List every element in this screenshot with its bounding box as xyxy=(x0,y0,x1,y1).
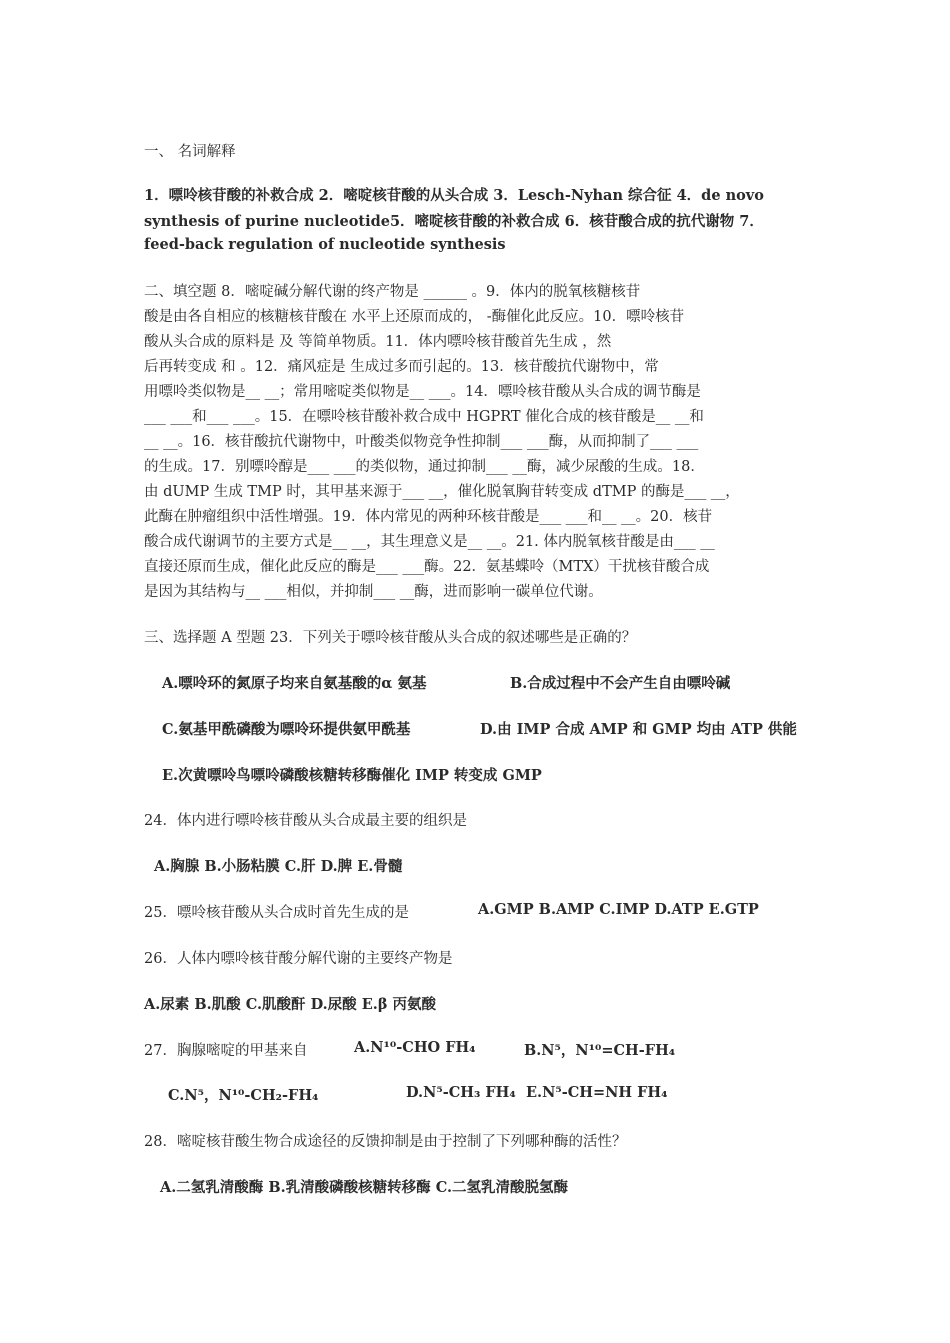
definitions-line-3: feed-back regulation of nucleotide synthesis xyxy=(144,236,506,253)
question-28: 28．嘧啶核苷酸生物合成途径的反馈抑制是由于控制了下列哪种酶的活性？ xyxy=(144,1134,627,1150)
q28-options: A.二氢乳清酸酶 B.乳清酸磷酸核糖转移酶 C.二氢乳清酸脱氢酶 xyxy=(160,1179,569,1196)
fill-blank-line: 酸是由各自相应的核糖核苷酸在 水平上还原而成的， -酶催化此反应。10．嘌呤核苷 xyxy=(144,309,685,325)
fill-blank-line: 用嘌呤类似物是__ __；常用嘧啶类似物是__ ___。14．嘌呤核苷酸从头合成的调节酶是 xyxy=(144,384,701,400)
fill-blank-line: 酸从头合成的原料是 及 等简单物质。11．体内嘌呤核苷酸首先生成 ，然 xyxy=(144,334,612,350)
q23-option-c: C.氨基甲酰磷酸为嘌呤环提供氨甲酰基 xyxy=(162,721,411,738)
q24-options: A.胸腺 B.小肠粘膜 C.肝 D.脾 E.骨髓 xyxy=(154,858,403,875)
q27-option-b: B.N⁵，N¹⁰=CH-FH₄ xyxy=(524,1042,676,1059)
question-23: 三、选择题 A 型题 23．下列关于嘌呤核苷酸从头合成的叙述哪些是正确的？ xyxy=(144,630,637,646)
fill-blank-line: 的生成。17．别嘌呤醇是___ ___的类似物，通过抑制___ __酶，减少尿酸的生成。18． xyxy=(144,459,705,475)
question-25: 25．嘌呤核苷酸从头合成时首先生成的是 xyxy=(144,905,409,921)
fill-blank-line: 由 dUMP 生成 TMP 时，其甲基来源于___ __，催化脱氧胸苷转变成 dTMP 的酶是___ __， xyxy=(144,484,740,500)
question-26: 26．人体内嘌呤核苷酸分解代谢的主要终产物是 xyxy=(144,951,453,967)
fill-blank-line: 后再转变成 和 。12．痛风症是 生成过多而引起的。13．核苷酸抗代谢物中，常 xyxy=(144,359,659,375)
question-27: 27．胸腺嘧啶的甲基来自 xyxy=(144,1043,308,1059)
section-heading-definitions: 一、 名词解释 xyxy=(144,144,236,160)
q27-option-e: E.N⁵-CH=NH FH₄ xyxy=(526,1084,668,1101)
q23-option-a: A.嘌呤环的氮原子均来自氨基酸的α 氨基 xyxy=(162,675,427,692)
fill-blank-line: 酸合成代谢调节的主要方式是__ __，其生理意义是__ __。21. 体内脱氧核苷酸是由___ __ xyxy=(144,534,715,550)
fill-blank-line: 二、填空题 8．嘧啶碱分解代谢的终产物是 ______ 。9．体内的脱氧核糖核苷 xyxy=(144,284,641,300)
fill-blank-line: ___ ___和___ ___。15．在嘌呤核苷酸补救合成中 HGPRT 催化合成的核苷酸是__ __和 xyxy=(144,409,704,425)
definitions-line-2: synthesis of purine nucleotide5．嘧啶核苷酸的补救合成 6．核苷酸合成的抗代谢物 7． xyxy=(144,213,764,230)
fill-blank-line: __ __。16．核苷酸抗代谢物中，叶酸类似物竞争性抑制___ ___酶，从而抑制了___ ___ xyxy=(144,434,699,450)
fill-blank-line: 此酶在肿瘤组织中活性增强。19．体内常见的两种环核苷酸是___ ___和__ __。20．核苷 xyxy=(144,509,713,525)
q27-option-d: D.N⁵-CH₃ FH₄ xyxy=(406,1084,516,1101)
q23-option-b: B.合成过程中不会产生自由嘌呤碱 xyxy=(510,675,731,692)
definitions-line-1: 1．嘌呤核苷酸的补救合成 2．嘧啶核苷酸的从头合成 3．Lesch-Nyhan 综合征 4．de novo xyxy=(144,187,764,204)
q26-options: A.尿素 B.肌酸 C.肌酸酐 D.尿酸 E.β 丙氨酸 xyxy=(144,996,437,1013)
q23-option-e: E.次黄嘌呤鸟嘌呤磷酸核糖转移酶催化 IMP 转变成 GMP xyxy=(162,767,542,784)
q25-options: A.GMP B.AMP C.IMP D.ATP E.GTP xyxy=(478,901,759,918)
question-24: 24．体内进行嘌呤核苷酸从头合成最主要的组织是 xyxy=(144,813,467,829)
q27-option-a: A.N¹⁰-CHO FH₄ xyxy=(354,1039,476,1056)
fill-blank-line: 是因为其结构与__ ___相似，并抑制___ __酶，进而影响一碳单位代谢。 xyxy=(144,584,603,600)
q23-option-d: D.由 IMP 合成 AMP 和 GMP 均由 ATP 供能 xyxy=(480,721,797,738)
q27-option-c: C.N⁵，N¹⁰-CH₂-FH₄ xyxy=(168,1087,319,1104)
fill-blank-line: 直接还原而生成，催化此反应的酶是___ ___酶。22．氨基蝶呤（MTX）干扰核苷酸合成 xyxy=(144,559,710,575)
